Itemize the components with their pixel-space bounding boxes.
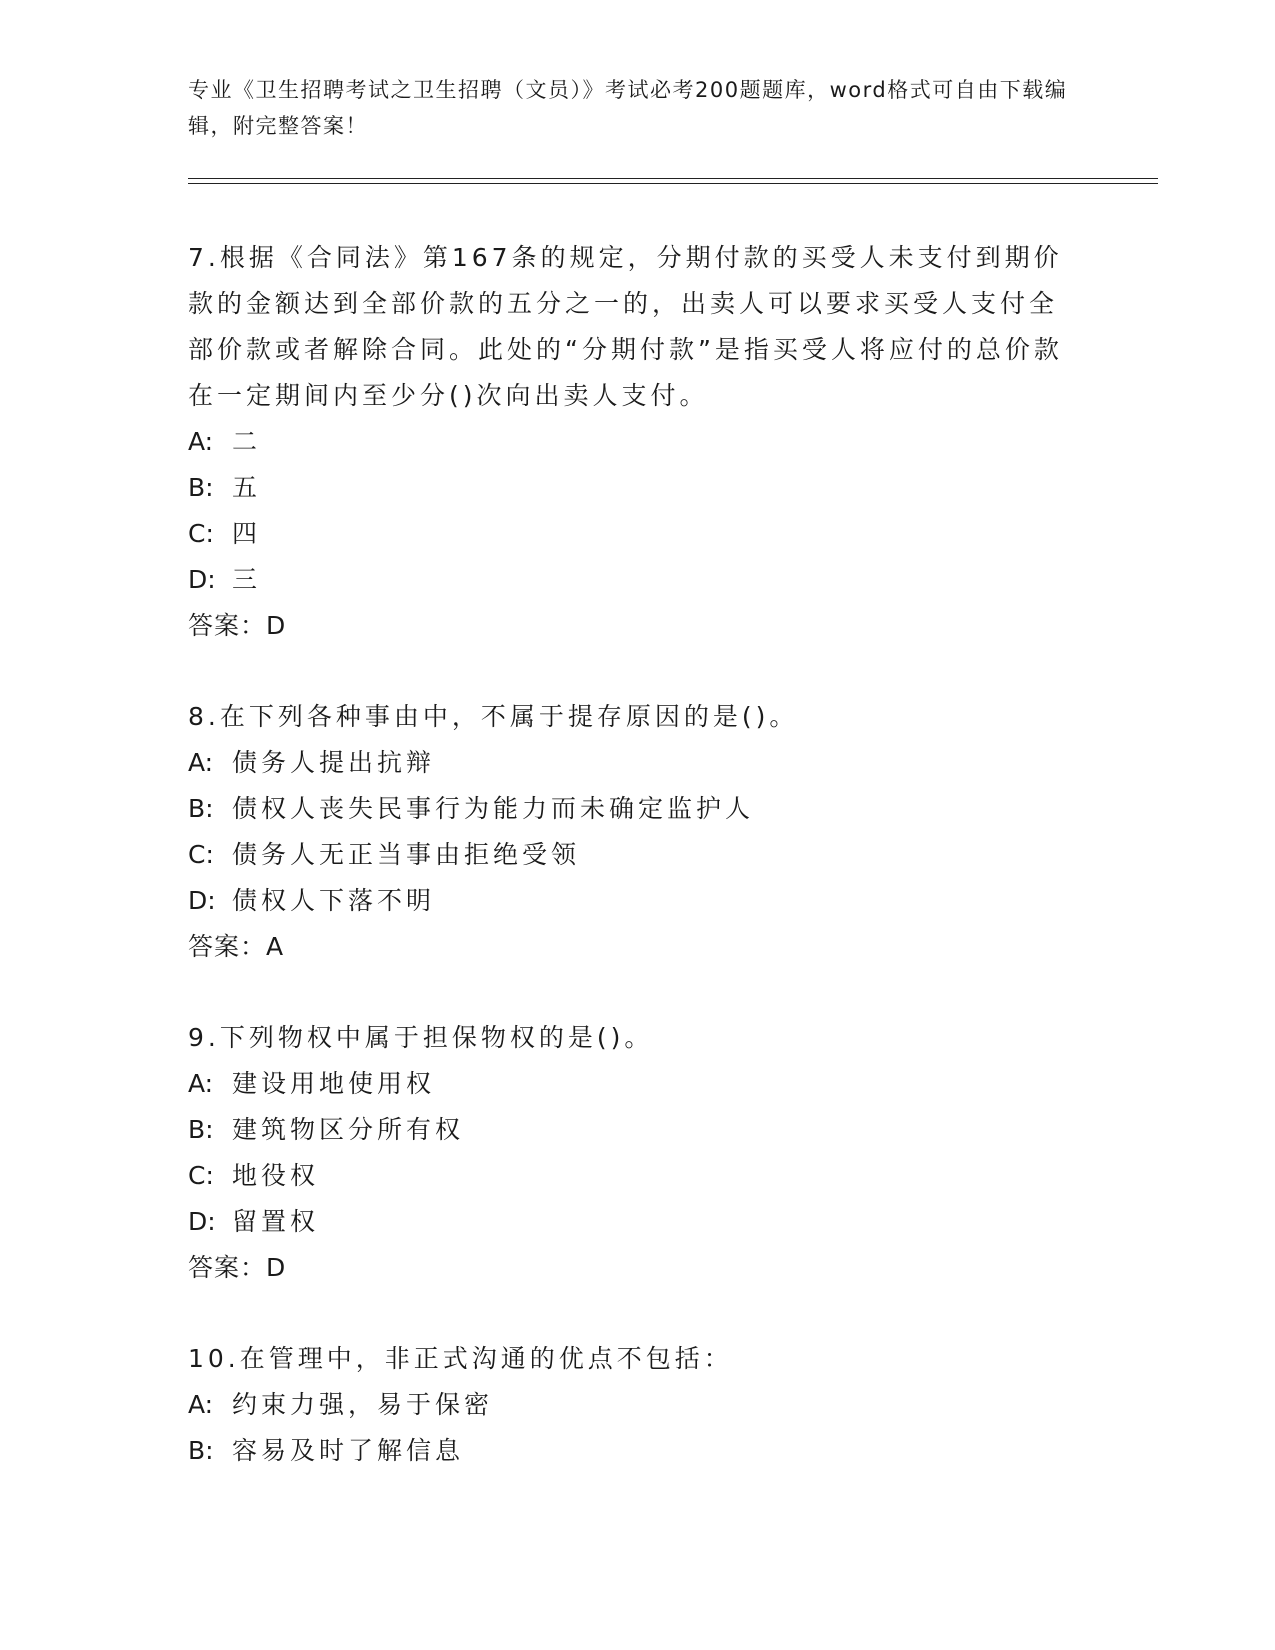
- header-divider-top: [188, 178, 1158, 179]
- option-a: [188, 419, 1068, 465]
- option-key: A:: [188, 427, 214, 456]
- option-key: A:: [188, 748, 214, 777]
- option-key: A:: [188, 1390, 214, 1419]
- question-stem: 10.在管理中，非正式沟通的优点不包括：: [188, 1344, 733, 1373]
- option-b: [188, 465, 1068, 511]
- option-key: C:: [188, 840, 214, 869]
- option-key: D:: [188, 1207, 216, 1236]
- option-a: [188, 740, 1068, 786]
- option-d: [188, 1199, 1068, 1245]
- question-stem: 9.下列物权中属于担保物权的是()。: [188, 1023, 654, 1052]
- question-10: [188, 1336, 1068, 1474]
- option-text: 建筑物区分所有权: [232, 1115, 465, 1144]
- option-text: 四: [232, 519, 262, 548]
- option-key: B:: [188, 473, 214, 502]
- question-stem: 8.在下列各种事由中，不属于提存原因的是()。: [188, 702, 799, 731]
- option-text: 留置权: [232, 1207, 320, 1236]
- option-text: 三: [232, 565, 262, 594]
- option-a: [188, 1382, 1068, 1428]
- question-9: [188, 1015, 1068, 1291]
- option-a: [188, 1061, 1068, 1107]
- option-c: [188, 1153, 1068, 1199]
- answer-line: 答案：A: [188, 932, 285, 961]
- option-key: D:: [188, 886, 216, 915]
- option-d: [188, 878, 1068, 924]
- answer-line: 答案：D: [188, 1253, 287, 1282]
- document-header: 专业《卫生招聘考试之卫生招聘（文员）》考试必考200题题库，word格式可自由下载编辑，附完整答案！: [188, 78, 1068, 138]
- option-text: 容易及时了解信息: [232, 1436, 465, 1465]
- option-key: C:: [188, 1161, 214, 1190]
- question-7: [188, 235, 1068, 649]
- option-b: [188, 1428, 1068, 1474]
- question-stem: 7.根据《合同法》第167条的规定，分期付款的买受人未支付到期价款的金额达到全部价款的五分之一的，出卖人可以要求买受人支付全部价款或者解除合同。此处的“分期付款”是指买受人将应付的总价款在一定期间内至少分()次向出卖人支付。: [188, 243, 1063, 410]
- option-key: A:: [188, 1069, 214, 1098]
- option-text: 建设用地使用权: [232, 1069, 436, 1098]
- option-b: [188, 1107, 1068, 1153]
- option-c: [188, 832, 1068, 878]
- header-divider-bottom: [188, 183, 1158, 184]
- option-text: 债权人下落不明: [232, 886, 436, 915]
- option-text: 债务人提出抗辩: [232, 748, 436, 777]
- option-b: [188, 786, 1068, 832]
- question-8: [188, 694, 1068, 970]
- option-key: B:: [188, 1436, 214, 1465]
- option-text: 约束力强，易于保密: [232, 1390, 494, 1419]
- option-text: 债务人无正当事由拒绝受领: [232, 840, 581, 869]
- option-c: [188, 511, 1068, 557]
- option-text: 地役权: [232, 1161, 320, 1190]
- option-key: B:: [188, 1115, 214, 1144]
- answer-line: 答案：D: [188, 611, 287, 640]
- option-text: 二: [232, 427, 262, 456]
- option-d: [188, 557, 1068, 603]
- option-key: B:: [188, 794, 214, 823]
- option-key: C:: [188, 519, 214, 548]
- option-text: 五: [232, 473, 262, 502]
- option-key: D:: [188, 565, 216, 594]
- option-text: 债权人丧失民事行为能力而未确定监护人: [232, 794, 755, 823]
- question-list: [188, 235, 1068, 1519]
